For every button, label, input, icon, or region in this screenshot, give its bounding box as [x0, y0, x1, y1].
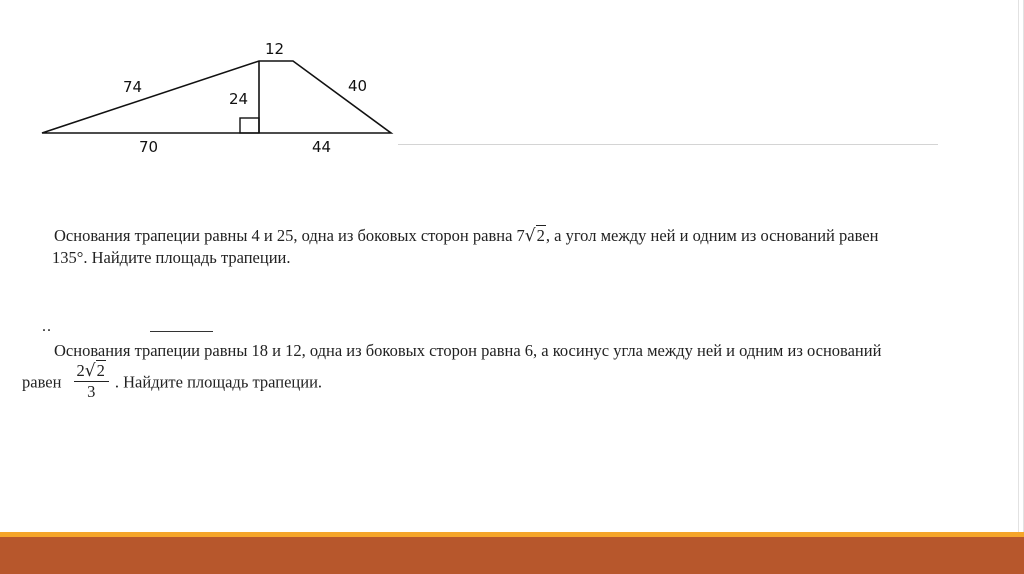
footer-bar [0, 537, 1024, 574]
problem-1 [54, 225, 974, 269]
problem-2-line1: Основания трапеции равны 18 и 12, одна из боковых сторон равна 6, а косинус угла между ней и одним из оснований [54, 341, 882, 360]
label-height: 24 [229, 90, 249, 108]
fraction [74, 362, 109, 401]
problem-1-line1-rest: , а угол между ней и одним из оснований равен [545, 226, 879, 245]
slide-frame-right [1018, 0, 1024, 532]
problem-1-line2: 135°. Найдите площадь трапеции. [52, 248, 291, 267]
sqrt-symbol: √ [524, 226, 536, 246]
fraction-denominator: 3 [87, 382, 96, 401]
problem-1-line1: Основания трапеции равны 4 и 25, одна из боковых сторон равна [54, 226, 513, 245]
horizontal-divider [398, 144, 938, 145]
problem-2-line2 [22, 361, 1012, 403]
trapezoid-figure [0, 0, 420, 170]
fraction-num-coef: 2 [76, 361, 85, 380]
problem-2-line2-start: равен [22, 372, 62, 392]
right-angle-mark [240, 118, 259, 133]
sqrt-radicand: 2 [536, 226, 545, 245]
label-bottom-left: 70 [139, 138, 159, 156]
label-left-side: 74 [123, 78, 143, 96]
label-right-side: 40 [348, 77, 368, 95]
label-top-base: 12 [265, 40, 285, 58]
problem-2 [22, 340, 1012, 403]
stray-dots: .. [42, 318, 52, 335]
short-underline [150, 331, 213, 332]
fraction-num-radicand: 2 [96, 361, 105, 380]
fraction-sqrt-symbol: √ [84, 361, 96, 381]
sqrt-expression [517, 226, 546, 245]
trapezoid-diagram [0, 0, 420, 170]
trapezoid-shape [42, 61, 391, 133]
sqrt-coefficient: 7 [516, 226, 525, 245]
fraction-numerator [74, 362, 109, 382]
label-bottom-right: 44 [312, 138, 332, 156]
problem-2-line2-end: . Найдите площадь трапеции. [114, 372, 323, 392]
